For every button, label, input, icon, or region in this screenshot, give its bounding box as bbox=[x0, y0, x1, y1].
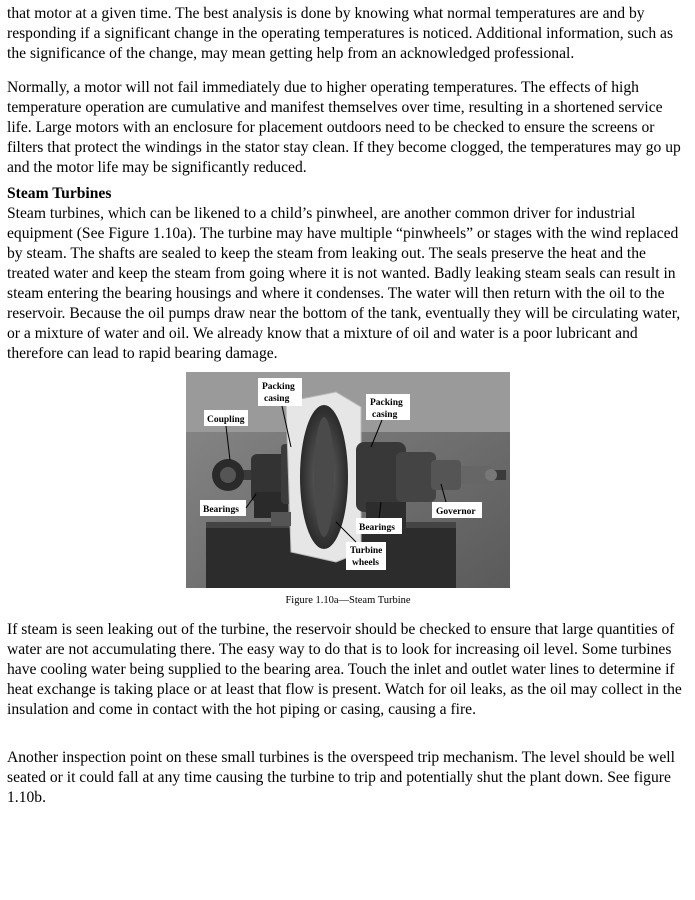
paragraph-steam-turbines: Steam turbines, which can be likened to a child’s pinwheel, are another common driver for industrial equipment (See Figure 1.10a). The turbine may have multiple “pinwheels” or stages with the wind replaced by steam. The shafts are sealed to keep the steam from leaking out. The seals preserve the heat and the treated water and keep the steam from going where it is not wanted. Badly leaking steam seals can result in steam entering the bearing housings and where it condenses. The water will then return with the oil to the reservoir. Because the oil pumps draw near the bottom of the tank, eventually they will be circulating water, or a mixture of water and oil. We already know that a mixture of oil and water is a poor lubricant and therefore can lead to rapid bearing damage. bbox=[7, 205, 681, 362]
paragraph-motor-temperature: Normally, a motor will not fail immediately due to higher operating temperatures. The effects of high temperature operation are cumulative and manifest themselves over time, resulting in a shortened service life. Large motors with an enclosure for placement outdoors need to be checked to ensure the screens or filters that protect the windings in the stator stay clean. If they become clogged, the temperatures may go up and the motor life may be significantly reduced. bbox=[7, 79, 681, 176]
svg-text:wheels: wheels bbox=[352, 558, 379, 568]
svg-text:Coupling: Coupling bbox=[207, 415, 245, 425]
svg-text:casing: casing bbox=[264, 394, 290, 404]
svg-text:Bearings: Bearings bbox=[203, 505, 239, 515]
figure-caption: Figure 1.10a—Steam Turbine bbox=[285, 595, 411, 606]
svg-text:Turbine: Turbine bbox=[350, 546, 383, 556]
paragraph-overspeed-trip: Another inspection point on these small turbines is the overspeed trip mechanism. The level should be well seated or it could fall at any time causing the turbine to trip and potentially shut the plant down. See figure 1.10b. bbox=[7, 749, 675, 806]
steam-turbine-photo bbox=[186, 372, 510, 588]
section-heading-steam-turbines: Steam Turbines bbox=[7, 185, 112, 202]
svg-text:Bearings: Bearings bbox=[359, 523, 395, 533]
paragraph-steam-leak: If steam is seen leaking out of the turbine, the reservoir should be checked to ensure that large quantities of water are not accumulating there. The easy way to do that is to look for increasing oil level. Some turbines have cooling water being supplied to the bearing area. Touch the inlet and outlet water lines to determine if heat exchange is taking place or at least that flow is present. Watch for oil leaks, as the oil may collect in the insulation and come in contact with the hot piping or casing, causing a fire. bbox=[7, 621, 682, 718]
svg-text:casing: casing bbox=[372, 410, 398, 420]
svg-text:Packing: Packing bbox=[370, 398, 403, 408]
svg-text:Governor: Governor bbox=[436, 507, 476, 517]
paragraph-motor-analysis: that motor at a given time. The best analysis is done by knowing what normal temperatures are and by responding if a significant change in the operating temperatures is noticed. Additional information, such as the significance of the change, may mean getting help from an acknowledged professional. bbox=[7, 5, 674, 62]
svg-text:Packing: Packing bbox=[262, 382, 295, 392]
